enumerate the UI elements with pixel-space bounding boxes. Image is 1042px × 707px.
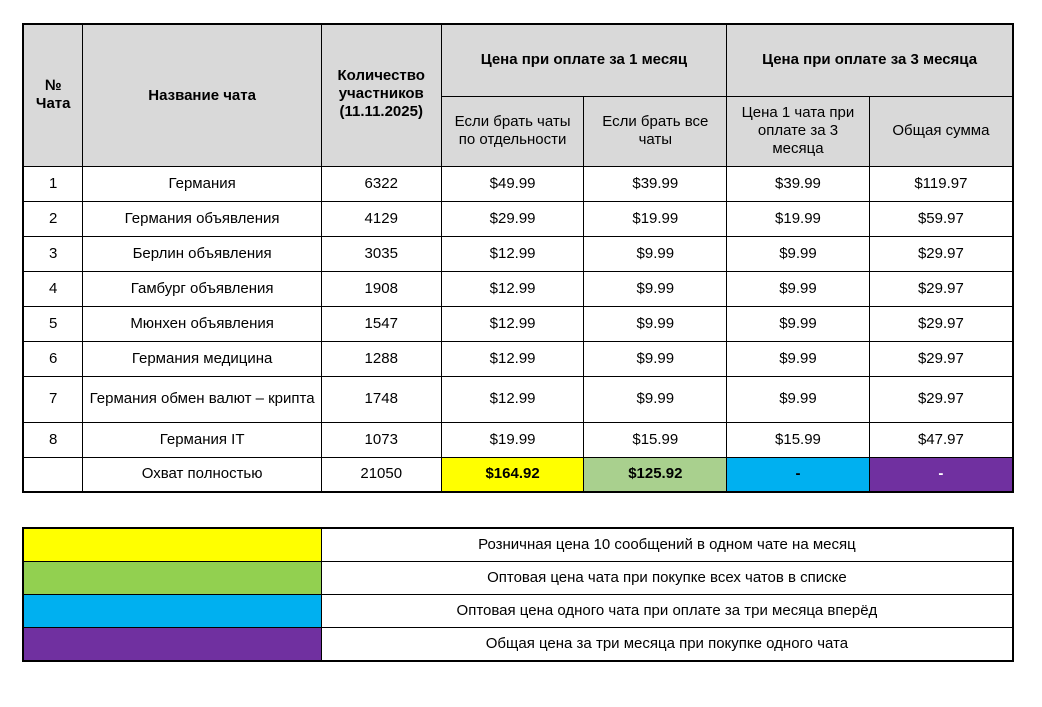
cell-p3: $9.99 bbox=[727, 376, 870, 422]
total-sum-3-months: - bbox=[869, 457, 1013, 492]
header-chat-number: № Чата bbox=[23, 24, 83, 166]
pricing-table bbox=[22, 23, 1014, 493]
cell-p2: $39.99 bbox=[584, 166, 727, 201]
cell-p2: $9.99 bbox=[584, 306, 727, 341]
cell-p1: $19.99 bbox=[441, 422, 584, 457]
color-legend bbox=[22, 527, 1014, 662]
cell-p2: $9.99 bbox=[584, 341, 727, 376]
cell-p1: $12.99 bbox=[441, 236, 584, 271]
cell-p1: $49.99 bbox=[441, 166, 584, 201]
legend-item bbox=[23, 528, 1013, 562]
table-row bbox=[23, 271, 1013, 306]
cell-p4: $29.97 bbox=[869, 236, 1013, 271]
cell-name: Германия IT bbox=[83, 422, 321, 457]
legend-text: Оптовая цена одного чата при оплате за три месяца вперёд bbox=[321, 595, 1013, 628]
cell-num: 4 bbox=[23, 271, 83, 306]
cell-members: 3035 bbox=[321, 236, 441, 271]
cell-p1: $12.99 bbox=[441, 306, 584, 341]
total-price-all: $125.92 bbox=[584, 457, 727, 492]
table-row bbox=[23, 341, 1013, 376]
table-row bbox=[23, 422, 1013, 457]
cell-p2: $9.99 bbox=[584, 236, 727, 271]
cell-members: 4129 bbox=[321, 201, 441, 236]
cell-members: 6322 bbox=[321, 166, 441, 201]
table-row bbox=[23, 201, 1013, 236]
cell-num: 3 bbox=[23, 236, 83, 271]
cell-members: 1908 bbox=[321, 271, 441, 306]
total-num bbox=[23, 457, 83, 492]
cell-p3: $15.99 bbox=[727, 422, 870, 457]
legend-swatch bbox=[23, 628, 321, 662]
header-one-chat-3-months: Цена 1 чата при оплате за 3 месяца bbox=[727, 96, 870, 166]
cell-p2: $19.99 bbox=[584, 201, 727, 236]
table-row bbox=[23, 376, 1013, 422]
cell-p4: $119.97 bbox=[869, 166, 1013, 201]
cell-p3: $19.99 bbox=[727, 201, 870, 236]
cell-num: 7 bbox=[23, 376, 83, 422]
cell-p4: $29.97 bbox=[869, 376, 1013, 422]
cell-p3: $9.99 bbox=[727, 341, 870, 376]
cell-p3: $39.99 bbox=[727, 166, 870, 201]
total-price-separate: $164.92 bbox=[441, 457, 584, 492]
total-members: 21050 bbox=[321, 457, 441, 492]
header-all-chats: Если брать все чаты bbox=[584, 96, 727, 166]
cell-members: 1073 bbox=[321, 422, 441, 457]
cell-name: Гамбург объявления bbox=[83, 271, 321, 306]
cell-num: 5 bbox=[23, 306, 83, 341]
cell-p3: $9.99 bbox=[727, 236, 870, 271]
header-price-3-months: Цена при оплате за 3 месяца bbox=[727, 24, 1013, 96]
cell-num: 8 bbox=[23, 422, 83, 457]
cell-name: Германия bbox=[83, 166, 321, 201]
table-row bbox=[23, 306, 1013, 341]
cell-name: Мюнхен объявления bbox=[83, 306, 321, 341]
legend-item bbox=[23, 595, 1013, 628]
table-row bbox=[23, 166, 1013, 201]
legend-text: Оптовая цена чата при покупке всех чатов в списке bbox=[321, 562, 1013, 595]
header-total-sum: Общая сумма bbox=[869, 96, 1013, 166]
cell-p2: $9.99 bbox=[584, 271, 727, 306]
total-price-3-months: - bbox=[727, 457, 870, 492]
cell-p1: $12.99 bbox=[441, 341, 584, 376]
cell-p1: $12.99 bbox=[441, 376, 584, 422]
cell-p1: $12.99 bbox=[441, 271, 584, 306]
cell-p3: $9.99 bbox=[727, 271, 870, 306]
header-separate-chats: Если брать чаты по отдельности bbox=[441, 96, 584, 166]
cell-p1: $29.99 bbox=[441, 201, 584, 236]
header-members: Количество участников (11.11.2025) bbox=[321, 24, 441, 166]
cell-name: Германия объявления bbox=[83, 201, 321, 236]
legend-text: Розничная цена 10 сообщений в одном чате на месяц bbox=[321, 528, 1013, 562]
cell-name: Берлин объявления bbox=[83, 236, 321, 271]
table-row bbox=[23, 236, 1013, 271]
cell-p4: $29.97 bbox=[869, 306, 1013, 341]
legend-swatch bbox=[23, 528, 321, 562]
cell-p4: $59.97 bbox=[869, 201, 1013, 236]
cell-p4: $47.97 bbox=[869, 422, 1013, 457]
legend-item bbox=[23, 628, 1013, 662]
cell-p4: $29.97 bbox=[869, 271, 1013, 306]
cell-p4: $29.97 bbox=[869, 341, 1013, 376]
cell-members: 1547 bbox=[321, 306, 441, 341]
header-chat-name: Название чата bbox=[83, 24, 321, 166]
cell-num: 2 bbox=[23, 201, 83, 236]
cell-p2: $15.99 bbox=[584, 422, 727, 457]
legend-item bbox=[23, 562, 1013, 595]
cell-members: 1288 bbox=[321, 341, 441, 376]
legend-swatch bbox=[23, 595, 321, 628]
header-price-1-month: Цена при оплате за 1 месяц bbox=[441, 24, 726, 96]
cell-name: Германия медицина bbox=[83, 341, 321, 376]
cell-num: 6 bbox=[23, 341, 83, 376]
cell-p3: $9.99 bbox=[727, 306, 870, 341]
cell-members: 1748 bbox=[321, 376, 441, 422]
cell-num: 1 bbox=[23, 166, 83, 201]
total-row bbox=[23, 457, 1013, 492]
cell-p2: $9.99 bbox=[584, 376, 727, 422]
legend-swatch bbox=[23, 562, 321, 595]
total-name: Охват полностью bbox=[83, 457, 321, 492]
legend-text: Общая цена за три месяца при покупке одного чата bbox=[321, 628, 1013, 662]
cell-name: Германия обмен валют – крипта bbox=[83, 376, 321, 422]
